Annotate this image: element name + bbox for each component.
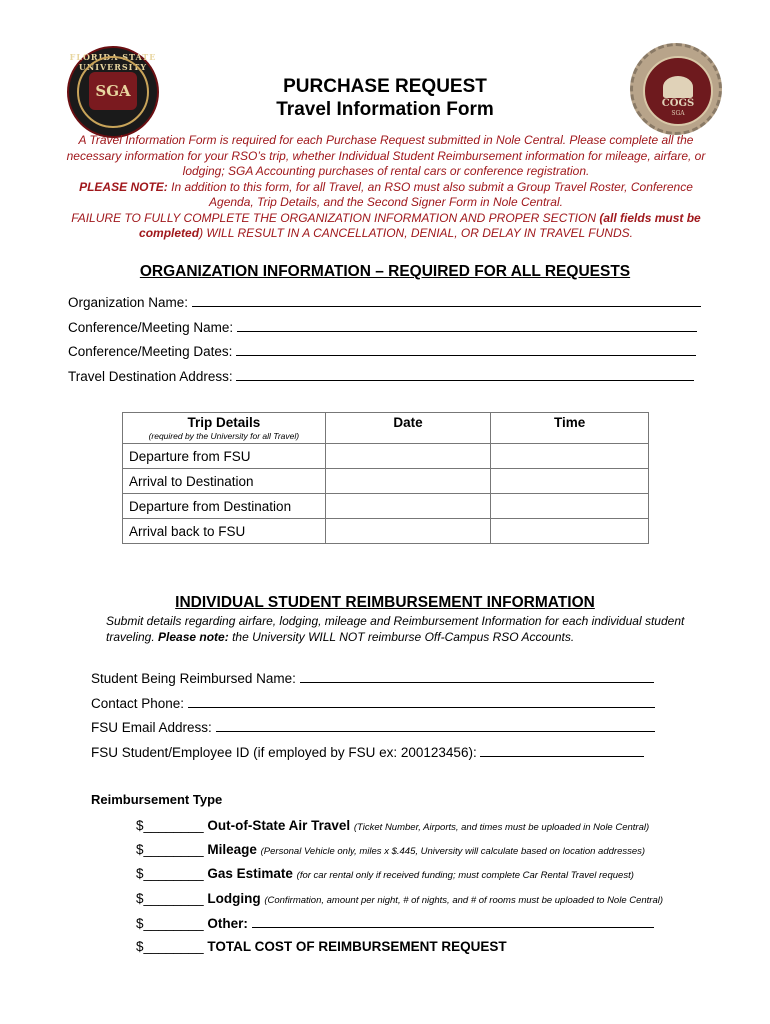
field-label: Organization Name: — [68, 295, 192, 310]
time-cell[interactable] — [491, 494, 649, 519]
student-name-field[interactable] — [91, 670, 654, 686]
cogs-logo-top-text: COGS — [661, 98, 695, 109]
trip-row-label: Arrival back to FSU — [123, 519, 326, 544]
reimbursement-label: Mileage — [207, 842, 257, 857]
date-cell[interactable] — [325, 519, 491, 544]
conference-name-field[interactable] — [68, 319, 697, 335]
amount-blank[interactable]: $________ — [136, 891, 204, 906]
amount-blank[interactable]: $________ — [136, 939, 204, 954]
form-title: PURCHASE REQUEST — [283, 76, 487, 97]
amount-blank[interactable]: $________ — [136, 866, 204, 881]
failure-warning-tail: ) WILL RESULT IN A CANCELLATION, DENIAL, OR DELAY IN TRAVEL FUNDS. — [199, 226, 633, 240]
individual-note-tail: the University WILL NOT reimburse Off-Campus RSO Accounts. — [228, 629, 575, 644]
reimbursement-note: (Ticket Number, Airports, and times must be uploaded in Nole Central) — [353, 822, 650, 833]
conference-dates-input-line[interactable] — [236, 343, 696, 356]
org-section-heading: ORGANIZATION INFORMATION – REQUIRED FOR ALL REQUESTS — [139, 263, 631, 280]
field-label: Student Being Reimbursed Name: — [91, 671, 300, 686]
date-cell[interactable] — [325, 444, 491, 469]
conference-dates-field[interactable] — [68, 343, 696, 359]
student-name-input-line[interactable] — [300, 670, 654, 683]
cogs-logo-bottom-text: SGA — [671, 110, 685, 117]
table-row — [123, 494, 649, 519]
reimbursement-mileage — [136, 842, 645, 857]
fsu-email-field[interactable] — [91, 719, 655, 735]
time-cell[interactable] — [491, 444, 649, 469]
reimbursement-label: Out-of-State Air Travel — [207, 818, 351, 833]
table-header-row — [123, 413, 649, 444]
reimbursement-other — [136, 915, 654, 931]
please-note-label: PLEASE NOTE: — [79, 179, 168, 194]
reimbursement-note: (for car rental only if received funding; must complete Car Rental Travel request) — [296, 870, 634, 881]
seal-arc-text: FLORIDA STATE UNIVERSITY — [69, 52, 157, 72]
individual-note-text: Submit details regarding airfare, lodging, mileage and Reimbursement Information for each individual student traveling. — [106, 614, 685, 644]
reimbursement-note: (Confirmation, amount per night, # of nights, and # of rooms must be uploaded to Nole Central) — [264, 895, 664, 906]
travel-destination-input-line[interactable] — [236, 368, 694, 381]
amount-blank[interactable]: $________ — [136, 842, 204, 857]
field-label: Conference/Meeting Name: — [68, 320, 237, 335]
intro-instructions — [56, 133, 716, 242]
reimbursement-label: TOTAL COST OF REIMBURSEMENT REQUEST — [207, 939, 507, 954]
reimbursement-total — [136, 939, 507, 954]
student-id-field[interactable] — [91, 744, 644, 760]
contact-phone-field[interactable] — [91, 695, 655, 711]
trip-row-label: Departure from FSU — [123, 444, 326, 469]
reimbursement-type-heading: Reimbursement Type — [91, 792, 223, 807]
reimbursement-label: Lodging — [207, 891, 261, 906]
form-subtitle: Travel Information Form — [276, 99, 494, 120]
individual-section-note — [106, 614, 706, 645]
time-header: Time — [491, 413, 649, 444]
table-row — [123, 469, 649, 494]
other-input-line[interactable] — [252, 915, 654, 928]
travel-destination-field[interactable] — [68, 368, 694, 384]
field-label: Conference/Meeting Dates: — [68, 344, 237, 359]
org-name-input-line[interactable] — [192, 294, 701, 307]
student-id-input-line[interactable] — [480, 744, 644, 757]
field-label: FSU Student/Employee ID (if employed by FSU ex: 200123456): — [91, 745, 481, 760]
reimbursement-note: (Personal Vehicle only, miles x $.445, University will calculate based on location addresses) — [260, 846, 646, 857]
failure-warning-text: FAILURE TO FULLY COMPLETE THE ORGANIZATION INFORMATION AND PROPER SECTION — [71, 210, 600, 225]
field-label: FSU Email Address: — [91, 720, 216, 735]
date-cell[interactable] — [325, 494, 491, 519]
contact-phone-input-line[interactable] — [188, 695, 655, 708]
org-name-field[interactable] — [68, 294, 701, 310]
date-header: Date — [325, 413, 491, 444]
reimbursement-gas-estimate — [136, 866, 634, 881]
field-label: Travel Destination Address: — [68, 369, 237, 384]
reimbursement-air-travel — [136, 818, 649, 833]
individual-note-bold: Please note: — [158, 629, 229, 644]
trip-details-subnote: (required by the University for all Travel) — [148, 431, 300, 441]
trip-row-label: Arrival to Destination — [123, 469, 326, 494]
fsu-email-input-line[interactable] — [216, 719, 655, 732]
conference-name-input-line[interactable] — [237, 319, 697, 332]
amount-blank[interactable]: $________ — [136, 916, 204, 931]
intro-paragraph: A Travel Information Form is required for each Purchase Request submitted in Nole Central. Please complete all the necessary information for your RSO’s trip, whether Individual Student Reimbursement information for mileage, airfare, or lodging; SGA Accounting purchases of rental cars or conference registration. — [66, 133, 706, 178]
failure-warning-bold: (all fields must be completed — [139, 210, 701, 240]
seal-center-text: SGA — [89, 72, 137, 110]
individual-section-heading: INDIVIDUAL STUDENT REIMBURSEMENT INFORMATION — [175, 594, 595, 611]
table-row — [123, 444, 649, 469]
time-cell[interactable] — [491, 469, 649, 494]
please-note-text: In addition to this form, for all Travel, an RSO must also submit a Group Travel Roster, Conference Agenda, Trip Details, and the Second Signer Form in Nole Central. — [167, 179, 693, 209]
reimbursement-label: Gas Estimate — [207, 866, 293, 881]
trip-details-header-label: Trip Details — [187, 415, 261, 430]
trip-details-header — [123, 413, 326, 444]
reimbursement-lodging — [136, 891, 663, 906]
field-label: Contact Phone: — [91, 696, 188, 711]
table-row — [123, 519, 649, 544]
trip-row-label: Departure from Destination — [123, 494, 326, 519]
trip-details-table — [122, 412, 649, 544]
date-cell[interactable] — [325, 469, 491, 494]
time-cell[interactable] — [491, 519, 649, 544]
reimbursement-label: Other: — [207, 916, 252, 931]
amount-blank[interactable]: $________ — [136, 818, 204, 833]
